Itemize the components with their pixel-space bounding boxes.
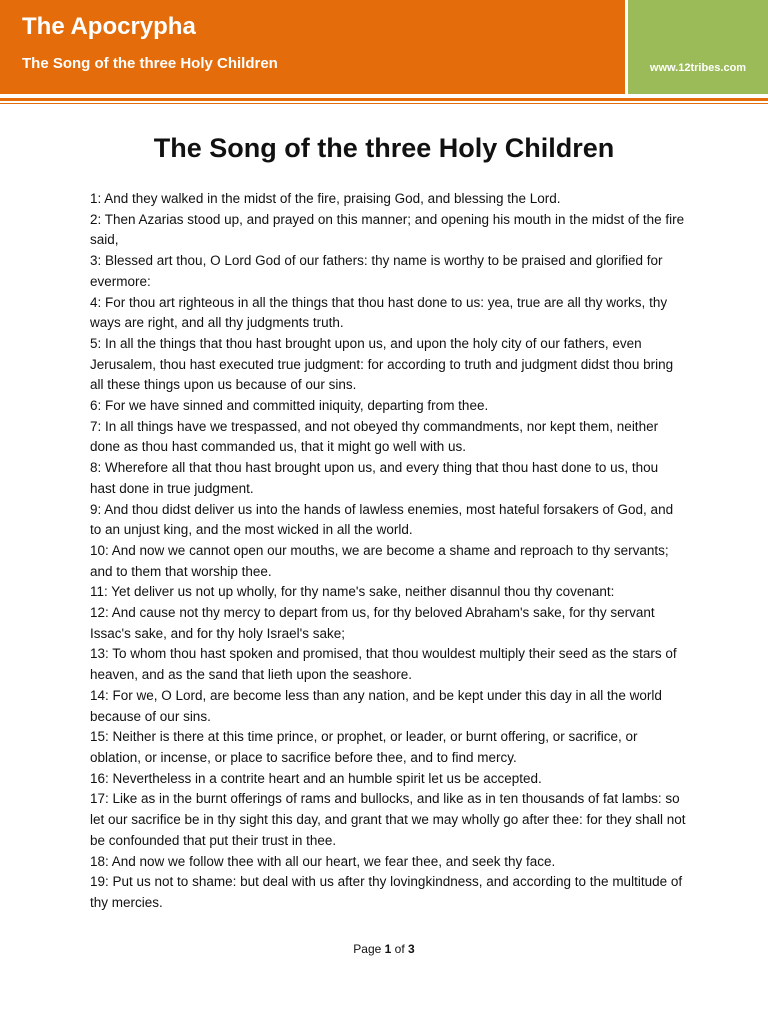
verse: 10: And now we cannot open our mouths, we are become a shame and reproach to thy servants; and to them that worship thee. [90,542,669,579]
page-of-label: of [394,942,405,956]
current-page: 1 [384,942,392,956]
verse: 19: Put us not to shame: but deal with us after thy lovingkindness, and according to the multitude of thy mercies. [90,874,683,910]
header-rule-thin [0,103,768,104]
header-subtitle: The Song of the three Holy Children [22,55,278,72]
document-title: The Song of the three Holy Children [153,133,615,163]
verse-list [90,189,686,914]
verse: 3: Blessed art thou, O Lord God of our fathers: thy name is worthy to be praised and glorified for evermore: [90,253,663,289]
verse: 11: Yet deliver us not up wholly, for thy name's sake, neither disannul thou thy covenant: [90,584,615,600]
total-pages: 3 [408,942,415,956]
website-url: www.12tribes.com [649,62,747,74]
page-number [0,942,768,956]
verse: 12: And cause not thy mercy to depart from us, for thy beloved Abraham's sake, for thy servant Issac's sake, and for thy holy Israel's sake; [90,605,655,641]
verse: 18: And now we follow thee with all our heart, we fear thee, and seek thy face. [90,853,556,869]
verse: 15: Neither is there at this time prince, or prophet, or leader, or burnt offering, or sacrifice, or oblation, or incense, or place to sacrifice before thee, and to find mercy. [90,729,638,765]
header-rule-thick [0,98,768,101]
verse: 2: Then Azarias stood up, and prayed on this manner; and opening his mouth in the midst of the fire said, [90,211,685,248]
verse: 4: For thou art righteous in all the things that thou hast done to us: yea, true are all thy works, thy ways are right, and all thy judgments truth. [90,294,668,331]
verse: 6: For we have sinned and committed iniquity, departing from thee. [90,398,489,414]
verse: 16: Nevertheless in a contrite heart and an humble spirit let us be accepted. [90,770,542,786]
verse: 14: For we, O Lord, are become less than any nation, and be kept under this day in all the world because of our sins. [90,687,662,724]
header-title: The Apocrypha [22,13,196,40]
verse: 1: And they walked in the midst of the fire, praising God, and blessing the Lord. [90,191,561,206]
verse: 13: To whom thou hast spoken and promised, that thou wouldest multiply their seed as the stars of heaven, and as the sand that lieth upon the seashore. [90,646,677,683]
page-label: Page [353,942,382,956]
header-url-panel [628,0,768,94]
page-header [0,0,768,94]
verse: 7: In all things have we trespassed, and not obeyed thy commandments, nor kept them, neither done as thou hast commanded us, that it might go well with us. [90,418,659,455]
verse: 9: And thou didst deliver us into the hands of lawless enemies, most hateful forsakers of God, and to an unjust king, and the most wicked in all the world. [90,501,674,538]
verse: 5: In all the things that thou hast brought upon us, and upon the holy city of our fathers, even Jerusalem, thou hast executed true judgment: for according to truth and judgment didst thou bring all these things upon us because of our sins. [90,335,674,393]
verse: 17: Like as in the burnt offerings of rams and bullocks, and like as in ten thousands of fat lambs: so let our sacrifice be in thy sight this day, and grant that we may wholly go after thee: for they shall not be confounded that put their trust in thee. [90,791,686,848]
verse: 8: Wherefore all that thou hast brought upon us, and every thing that thou hast done to us, thou hast done in true judgment. [90,460,659,496]
